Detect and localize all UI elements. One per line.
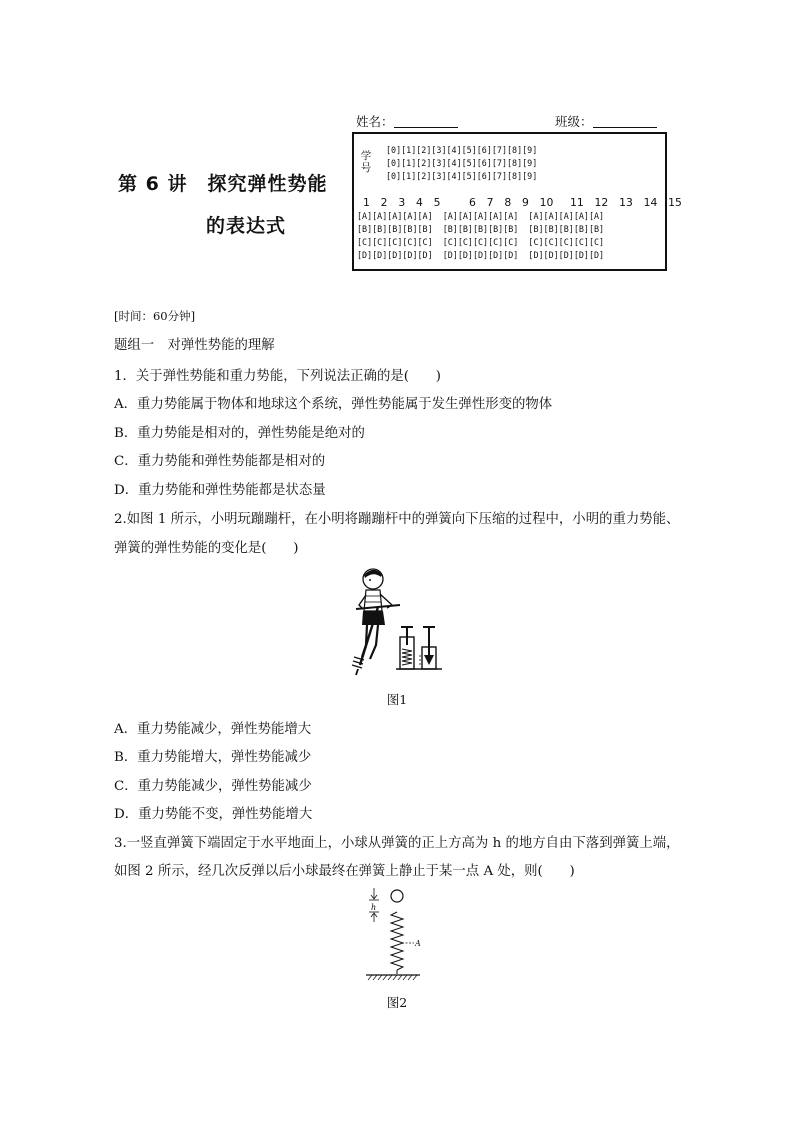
q2-option-c[interactable]: C．重力势能减少，弹性势能减少 <box>114 779 312 794</box>
q2-option-a[interactable]: A．重力势能减少，弹性势能增大 <box>114 722 312 737</box>
class-label: 班级： <box>555 114 593 129</box>
figure-1-pogo-stick <box>340 565 450 677</box>
answer-card <box>352 132 682 271</box>
numbers-group-1: 1 2 3 4 5 <box>363 196 441 209</box>
figure-1-caption: 图1 <box>386 692 408 707</box>
lesson-title-line1: 第 6 讲 探究弹性势能 <box>118 173 328 195</box>
q2-stem-line1: 2.如图 1 所示，小明玩蹦蹦杆，在小明将蹦蹦杆中的弹簧向下压缩的过程中，小明的重力势能、 <box>114 512 680 527</box>
lesson-title-line2: 的表达式 <box>206 215 287 237</box>
time-note: [时间：60分钟] <box>114 309 196 323</box>
name-field[interactable] <box>356 112 458 130</box>
option-row-b[interactable]: [B][B][B][B][B] [B][B][B][B][B] [B][B][B][B][B] <box>357 224 605 234</box>
name-label: 姓名： <box>356 114 394 129</box>
id-row-3[interactable]: [0][1][2][3][4][5][6][7][8][9] <box>386 171 538 181</box>
numbers-group-3: 11 12 13 14 15 <box>570 196 682 209</box>
option-row-c[interactable]: [C][C][C][C][C] [C][C][C][C][C] [C][C][C][C][C] <box>357 237 605 247</box>
q1-option-c[interactable]: C．重力势能和弹性势能都是相对的 <box>114 454 326 469</box>
option-row-a[interactable]: [A][A][A][A][A] [A][A][A][A][A] [A][A][A][A][A] <box>357 211 605 221</box>
figure-2-spring-ball <box>362 884 422 984</box>
q1-stem: 1．关于弹性势能和重力势能，下列说法正确的是( ) <box>114 369 441 384</box>
q2-stem-line2: 弹簧的弹性势能的变化是( ) <box>114 541 299 556</box>
student-id-label: 学号 <box>360 150 372 174</box>
q1-option-b[interactable]: B．重力势能是相对的，弹性势能是绝对的 <box>114 426 365 441</box>
q1-option-a[interactable]: A．重力势能属于物体和地球这个系统，弹性势能属于发生弹性形变的物体 <box>114 397 553 412</box>
class-field[interactable] <box>555 112 657 130</box>
label-a: A <box>415 939 421 948</box>
name-blank[interactable] <box>394 115 458 128</box>
figure-2-caption: 图2 <box>386 995 408 1010</box>
q2-option-d[interactable]: D．重力势能不变，弹性势能增大 <box>114 807 313 822</box>
id-row-1[interactable]: [0][1][2][3][4][5][6][7][8][9] <box>386 145 538 155</box>
label-h: h <box>371 903 377 912</box>
option-row-d[interactable]: [D][D][D][D][D] [D][D][D][D][D] [D][D][D][D][D] <box>357 250 605 260</box>
id-row-2[interactable]: [0][1][2][3][4][5][6][7][8][9] <box>386 158 538 168</box>
q3-stem-line2: 如图 2 所示，经几次反弹以后小球最终在弹簧上静止于某一点 A 处，则( ) <box>114 864 575 879</box>
numbers-group-2: 6 7 8 9 10 <box>469 196 554 209</box>
group-title: 题组一 对弹性势能的理解 <box>114 338 275 353</box>
q1-option-d[interactable]: D．重力势能和弹性势能都是状态量 <box>114 483 326 498</box>
q3-stem-line1: 3.一竖直弹簧下端固定于水平地面上，小球从弹簧的正上方高为 h 的地方自由下落到弹簧上端， <box>114 836 680 851</box>
q2-option-b[interactable]: B．重力势能增大，弹性势能减少 <box>114 750 312 765</box>
class-blank[interactable] <box>593 115 657 128</box>
